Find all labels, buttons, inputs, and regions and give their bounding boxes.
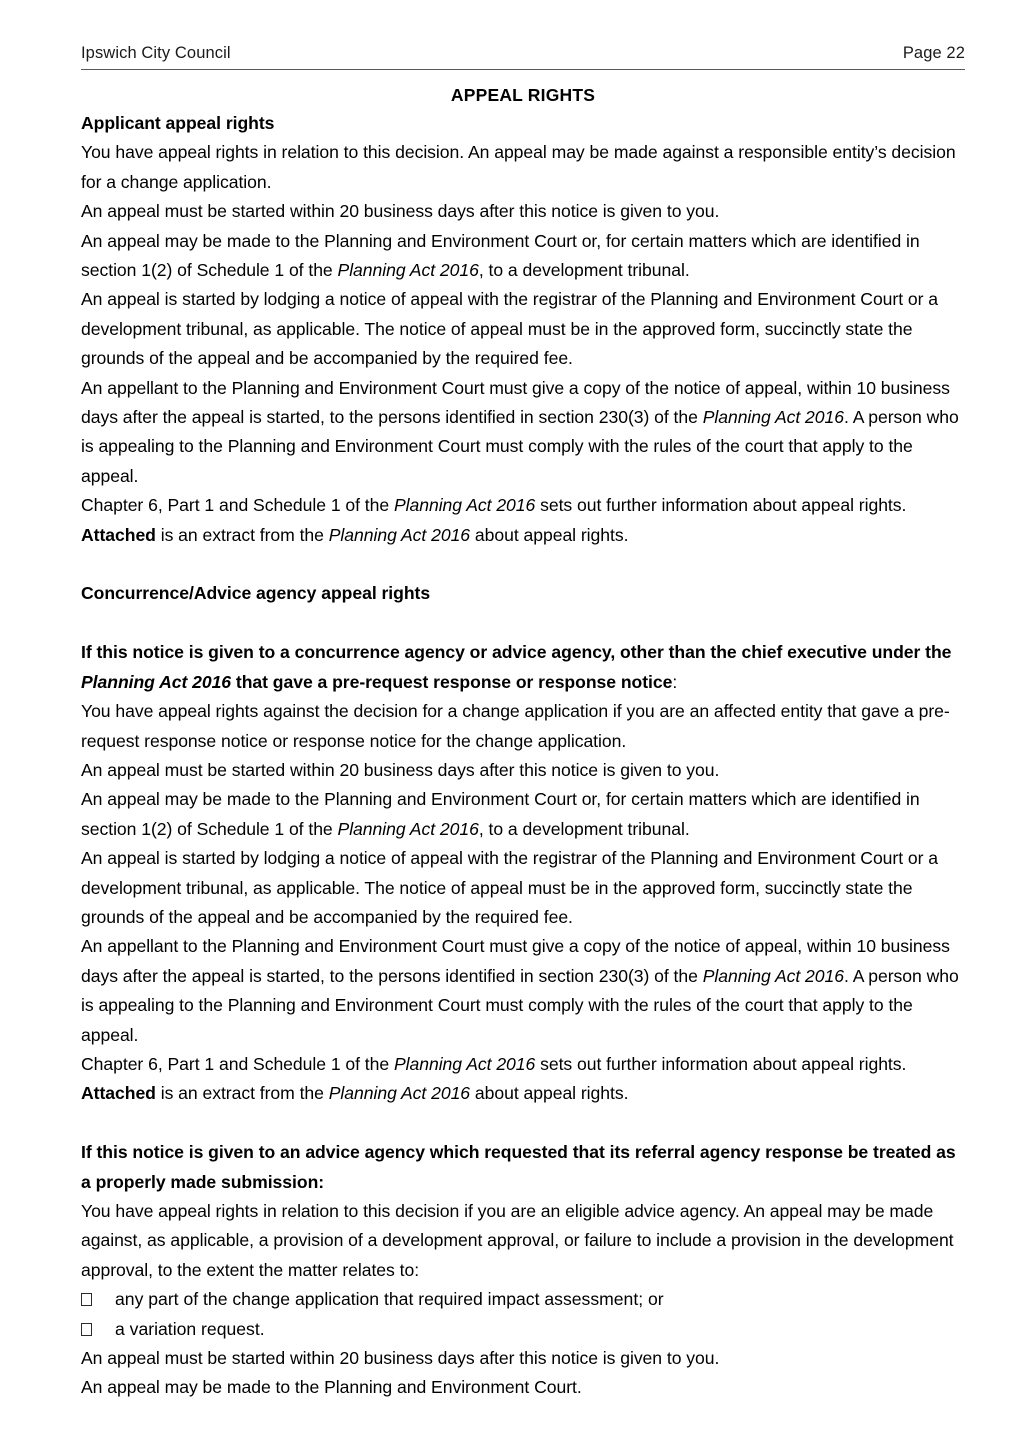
paragraph-advice-agency-3	[81, 1373, 965, 1402]
paragraph-concurrence-4	[81, 844, 965, 932]
text-run: An appellant to the Planning and Environment Court must give a copy of the notice of appeal, within 10 business days after the appeal is started, to the persons identified in section 230(3) of the	[81, 936, 950, 986]
text-run: You have appeal rights against the decision for a change application if you are an affected entity that gave a pre-request response notice or response notice for the change application.	[81, 701, 950, 751]
text-run: about appeal rights.	[470, 1083, 629, 1104]
checkbox-icon	[81, 1293, 92, 1306]
paragraph-applicant-1	[81, 138, 965, 197]
act-citation: Planning Act 2016	[337, 260, 479, 281]
paragraph-applicant-4	[81, 285, 965, 373]
heading-applicant-appeal-rights: Applicant appeal rights	[81, 113, 275, 133]
text-run: An appeal may be made to the Planning and Environment Court.	[81, 1377, 582, 1398]
text-run: An appeal may be made to the Planning and Environment Court or, for certain matters which are identified in section 1(2) of Schedule 1 of the	[81, 789, 920, 839]
paragraph-concurrence-5	[81, 932, 965, 1050]
text-run: is an extract from the	[155, 524, 329, 545]
text-run: An appeal must be started within 20 business days after this notice is given to you.	[81, 1348, 720, 1369]
act-citation: Planning Act 2016	[393, 1053, 536, 1074]
page-title: APPEAL RIGHTS	[450, 85, 596, 105]
act-citation: Planning Act 2016	[702, 965, 844, 986]
emphasis-attached: Attached	[81, 1083, 156, 1104]
paragraph-applicant-6	[81, 491, 965, 550]
text-run: An appeal is started by lodging a notice of appeal with the registrar of the Planning and Environment Court or a development tribunal, as applicable. The notice of appeal must be in the approved form, succinctly state the grounds of the appeal and be accompanied by the required fee.	[81, 848, 939, 927]
text-run: An appellant to the Planning and Environment Court must give a copy of the notice of appeal, within 10 business days after the appeal is started, to the persons identified in section 230(3) of the	[81, 377, 950, 428]
act-citation: Planning Act 2016	[81, 671, 232, 692]
header-organisation: Ipswich City Council	[81, 44, 231, 62]
paragraph-applicant-5	[81, 374, 965, 492]
text-run: is an extract from the	[155, 1083, 329, 1104]
list-item-label: a variation request.	[115, 1318, 265, 1339]
checkbox-icon	[81, 1323, 92, 1336]
paragraph-concurrence-6	[81, 1050, 965, 1109]
text-run: An appeal must be started within 20 business days after this notice is given to you.	[81, 201, 720, 222]
list-item	[81, 1285, 965, 1314]
text-run: :	[672, 671, 678, 692]
text-run: You have appeal rights in relation to this decision if you are an eligible advice agency. An appeal may be made against, as applicable, a provision of a development approval, or failure to include a provision in the development approval, to the extent the matter relates to:	[81, 1200, 954, 1280]
section-spacer	[81, 609, 965, 638]
advice-agency-bullet-list	[81, 1285, 965, 1344]
text-run: If this notice is given to a concurrence agency or advice agency, other than the chief executive under the	[81, 642, 952, 663]
text-run: An appeal may be made to the Planning and Environment Court or, for certain matters which are identified in section 1(2) of Schedule 1 of the	[81, 230, 920, 281]
text-run: Chapter 6, Part 1 and Schedule 1 of the	[81, 1053, 394, 1074]
text-run: An appeal must be started within 20 business days after this notice is given to you.	[81, 759, 720, 780]
text-run: You have appeal rights in relation to this decision. An appeal may be made against a responsible entity’s decision for a change application.	[81, 142, 956, 192]
text-run: sets out further information about appeal rights.	[535, 495, 907, 516]
text-run: , to a development tribunal.	[478, 260, 690, 281]
page-content	[81, 42, 965, 1403]
list-item-label: any part of the change application that required impact assessment; or	[115, 1289, 664, 1310]
act-citation: Planning Act 2016	[702, 407, 844, 428]
subheading-advice-agency-submission: If this notice is given to an advice agency which requested that its referral agency response be treated as a properly made submission:	[81, 1142, 956, 1192]
paragraph-concurrence-3	[81, 785, 965, 844]
paragraph-concurrence-1	[81, 697, 965, 756]
text-run: about appeal rights.	[470, 524, 629, 545]
text-run: An appeal is started by lodging a notice of appeal with the registrar of the Planning and Environment Court or a development tribunal, as applicable. The notice of appeal must be in the approved form, succinctly state the grounds of the appeal and be accompanied by the required fee.	[81, 289, 939, 369]
header-divider	[81, 69, 965, 70]
text-run: , to a development tribunal.	[478, 818, 690, 839]
paragraph-advice-agency-2	[81, 1344, 965, 1373]
act-citation: Planning Act 2016	[337, 818, 479, 839]
text-run: . A person who is appealing to the Planning and Environment Court must comply with the rules of the court that apply to the appeal.	[81, 965, 959, 1045]
paragraph-concurrence-2	[81, 756, 965, 785]
text-run: Chapter 6, Part 1 and Schedule 1 of the	[81, 495, 394, 516]
subheading-concurrence-condition	[81, 638, 965, 697]
paragraph-applicant-3	[81, 227, 965, 286]
text-run: sets out further information about appeal rights.	[535, 1053, 907, 1074]
text-run: that gave a pre-request response or response notice	[231, 671, 673, 692]
section-spacer	[81, 550, 965, 579]
emphasis-attached: Attached	[81, 524, 156, 545]
act-citation: Planning Act 2016	[328, 524, 471, 545]
list-item	[81, 1315, 965, 1344]
page-running-header	[81, 42, 965, 64]
act-citation: Planning Act 2016	[328, 1083, 471, 1104]
text-run: . A person who is appealing to the Planning and Environment Court must comply with the rules of the court that apply to the appeal.	[81, 407, 959, 486]
section-spacer	[81, 1109, 965, 1138]
heading-concurrence-advice-agency: Concurrence/Advice agency appeal rights	[81, 583, 431, 604]
paragraph-advice-agency-1	[81, 1197, 965, 1285]
header-page-number: Page 22	[902, 44, 965, 62]
act-citation: Planning Act 2016	[393, 495, 536, 516]
paragraph-applicant-2	[81, 197, 965, 226]
